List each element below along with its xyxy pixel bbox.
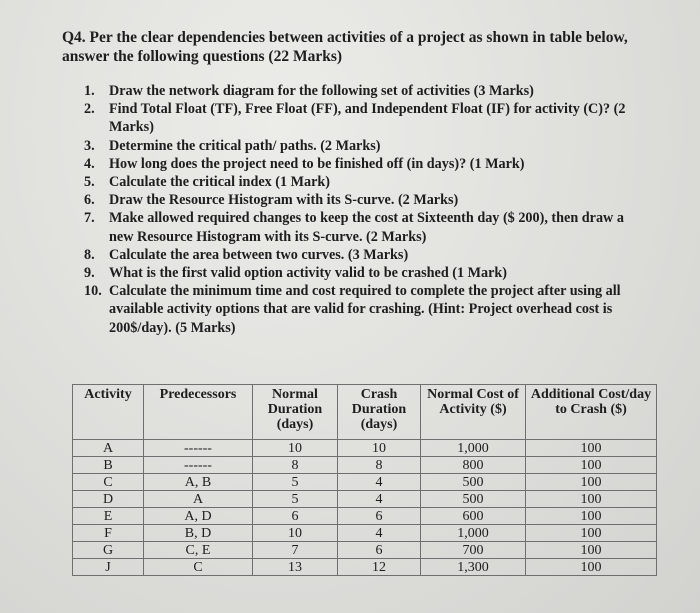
cell-activity: E bbox=[73, 508, 144, 525]
question-number: 4. bbox=[84, 155, 95, 172]
table-row bbox=[73, 491, 657, 508]
cell-activity: G bbox=[73, 542, 144, 559]
cell-crash-duration: 4 bbox=[338, 525, 421, 542]
cell-predecessors: A bbox=[144, 491, 253, 508]
question-text: Calculate the area between two curves. (3 Marks) bbox=[109, 246, 409, 263]
question-number: 10. bbox=[84, 283, 102, 300]
cell-activity: D bbox=[73, 491, 144, 508]
question-item bbox=[84, 137, 644, 155]
cell-crash-duration: 4 bbox=[338, 491, 421, 508]
cell-crash-duration: 10 bbox=[338, 440, 421, 457]
question-item bbox=[84, 264, 644, 282]
question-item bbox=[84, 155, 644, 173]
cell-predecessors: A, B bbox=[144, 474, 253, 491]
question-number: 8. bbox=[84, 246, 95, 263]
question-number: 9. bbox=[84, 265, 95, 282]
question-text: How long does the project need to be finished off (in days)? (1 Mark) bbox=[109, 155, 525, 172]
column-header-additional-cost: Additional Cost/day to Crash ($) bbox=[526, 385, 657, 440]
question-text: What is the first valid option activity valid to be crashed (1 Mark) bbox=[109, 265, 508, 282]
cell-activity: A bbox=[73, 440, 144, 457]
cell-normal-duration: 10 bbox=[253, 440, 338, 457]
cell-normal-duration: 6 bbox=[253, 508, 338, 525]
column-header-normal-duration: Normal Duration (days) bbox=[253, 385, 338, 440]
question-text: Calculate the minimum time and cost required to complete the project after using all available activity options that are valid for crashing. (Hint: Project overhead cost is 200$/day). (5 Marks) bbox=[109, 283, 621, 336]
column-header-crash-duration: Crash Duration (days) bbox=[338, 385, 421, 440]
question-text: Make allowed required changes to keep the cost at Sixteenth day ($ 200), then draw a new Resource Histogram with its S-curve. (2 Marks) bbox=[109, 210, 624, 245]
cell-crash-duration: 8 bbox=[338, 457, 421, 474]
question-number: 3. bbox=[84, 137, 95, 154]
cell-crash-duration: 6 bbox=[338, 508, 421, 525]
cell-activity: F bbox=[73, 525, 144, 542]
cell-normal-cost: 800 bbox=[421, 457, 526, 474]
cell-normal-duration: 8 bbox=[253, 457, 338, 474]
column-header-activity: Activity bbox=[73, 385, 144, 440]
question-text: Calculate the critical index (1 Mark) bbox=[109, 174, 331, 191]
column-header-predecessors: Predecessors bbox=[144, 385, 253, 440]
cell-additional-cost: 100 bbox=[526, 474, 657, 491]
table-row bbox=[73, 440, 657, 457]
question-text: Draw the Resource Histogram with its S-curve. (2 Marks) bbox=[109, 192, 459, 209]
cell-activity: J bbox=[73, 559, 144, 576]
table-row bbox=[73, 525, 657, 542]
question-text: Find Total Float (TF), Free Float (FF), and Independent Float (IF) for activity (C)? (2 Marks) bbox=[109, 101, 626, 136]
question-number: 5. bbox=[84, 174, 95, 191]
question-item bbox=[84, 82, 644, 100]
cell-additional-cost: 100 bbox=[526, 559, 657, 576]
cell-normal-cost: 500 bbox=[421, 491, 526, 508]
cell-additional-cost: 100 bbox=[526, 542, 657, 559]
table-row bbox=[73, 457, 657, 474]
cell-normal-cost: 700 bbox=[421, 542, 526, 559]
cell-normal-duration: 13 bbox=[253, 559, 338, 576]
question-item bbox=[84, 282, 644, 337]
question-item bbox=[84, 173, 644, 191]
cell-predecessors: B, D bbox=[144, 525, 253, 542]
cell-predecessors: A, D bbox=[144, 508, 253, 525]
cell-predecessors: ------ bbox=[144, 457, 253, 474]
cell-predecessors: C bbox=[144, 559, 253, 576]
question-item bbox=[84, 209, 644, 245]
question-number: 6. bbox=[84, 192, 95, 209]
cell-additional-cost: 100 bbox=[526, 508, 657, 525]
table-header-row bbox=[73, 385, 657, 440]
cell-activity: C bbox=[73, 474, 144, 491]
cell-activity: B bbox=[73, 457, 144, 474]
question-text: Determine the critical path/ paths. (2 Marks) bbox=[109, 137, 381, 154]
cell-normal-duration: 10 bbox=[253, 525, 338, 542]
question-heading: Q4. Per the clear dependencies between activities of a project as shown in table below, answer the following questions (22 Marks) bbox=[62, 29, 628, 65]
table-row bbox=[73, 559, 657, 576]
question-number: 2. bbox=[84, 101, 95, 118]
table-row bbox=[73, 508, 657, 525]
cell-normal-cost: 600 bbox=[421, 508, 526, 525]
cell-normal-cost: 1,000 bbox=[421, 440, 526, 457]
cell-normal-cost: 500 bbox=[421, 474, 526, 491]
cell-additional-cost: 100 bbox=[526, 457, 657, 474]
cell-crash-duration: 12 bbox=[338, 559, 421, 576]
cell-crash-duration: 6 bbox=[338, 542, 421, 559]
question-number: 7. bbox=[84, 210, 95, 227]
column-header-normal-cost: Normal Cost of Activity ($) bbox=[421, 385, 526, 440]
cell-normal-duration: 5 bbox=[253, 491, 338, 508]
cell-additional-cost: 100 bbox=[526, 525, 657, 542]
cell-crash-duration: 4 bbox=[338, 474, 421, 491]
table-row bbox=[73, 542, 657, 559]
activities-table bbox=[72, 384, 657, 576]
cell-normal-duration: 7 bbox=[253, 542, 338, 559]
cell-normal-cost: 1,000 bbox=[421, 525, 526, 542]
cell-normal-duration: 5 bbox=[253, 474, 338, 491]
table-row bbox=[73, 474, 657, 491]
question-item bbox=[84, 100, 644, 136]
question-number: 1. bbox=[84, 83, 95, 99]
cell-normal-cost: 1,300 bbox=[421, 559, 526, 576]
question-list bbox=[84, 82, 644, 337]
cell-additional-cost: 100 bbox=[526, 440, 657, 457]
question-item bbox=[84, 191, 644, 209]
cell-predecessors: C, E bbox=[144, 542, 253, 559]
cell-additional-cost: 100 bbox=[526, 491, 657, 508]
question-text: Draw the network diagram for the following set of activities (3 Marks) bbox=[109, 83, 534, 99]
question-item bbox=[84, 246, 644, 264]
cell-predecessors: ------ bbox=[144, 440, 253, 457]
